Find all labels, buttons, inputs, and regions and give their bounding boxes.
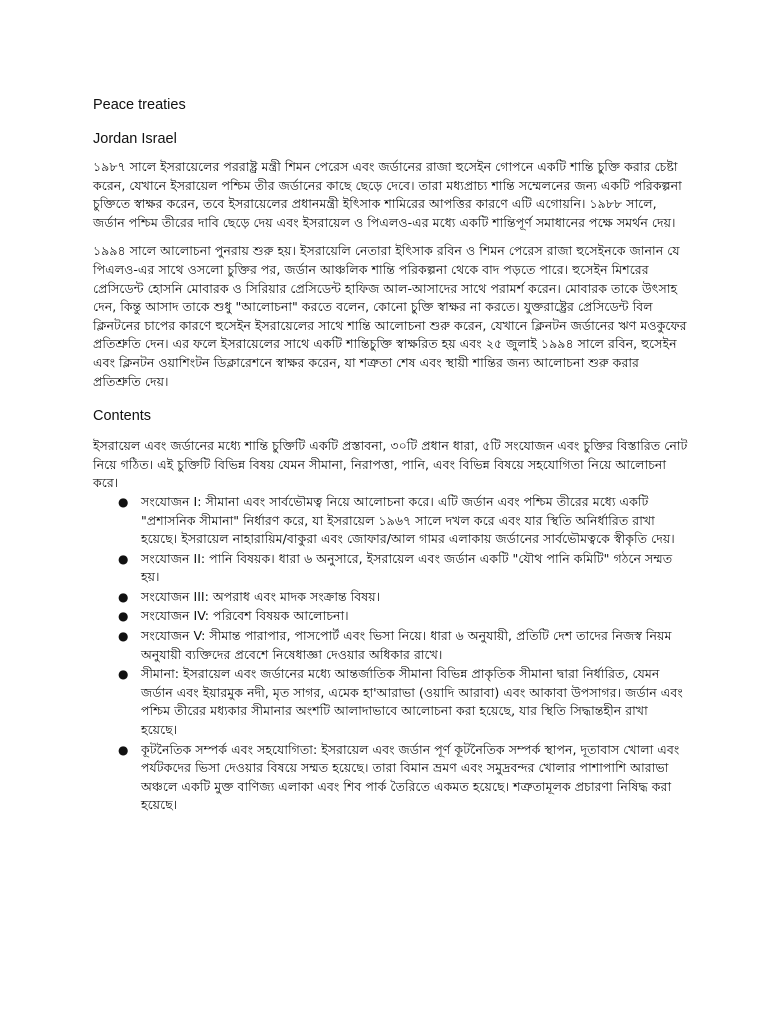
section-heading-contents: Contents: [93, 408, 152, 425]
list-item-annex-1: [93, 493, 688, 549]
bullet-icon: ●: [118, 589, 129, 604]
list-item-annex-3: [93, 588, 688, 607]
paragraph-1987-negotiations: ১৯৮৭ সালে ইসরায়েলের পররাষ্ট্র মন্ত্রী শিমন পেরেস এবং জর্ডানের রাজা হুসেইন গোপনে একটি শান্তি চুক্তি করার চেষ্টা করেন, যেখানে ইসরায়েল পশ্চিম তীর জর্ডানের কাছে ছেড়ে দেবে। তারা মধ্যপ্রাচ্য শান্তি সম্মেলনের জন্য একটি পরিকল্পনা চুক্তিতে স্বাক্ষর করেন, তবে ইসরায়েলের প্রধানমন্ত্রী ইৎিসাক শামিরের আপত্তির কারণে এটি এগোয়নি। ১৯৮৮ সালে, জর্ডান পশ্চিম তীরের দাবি ছেড়ে দেয় এবং ইসরায়েল ও পিএলও-এর মধ্যে একটি শান্তিপূর্ণ সমাধানের পক্ষে সমর্থন দেয়।: [93, 159, 682, 230]
section-heading-jordan-israel: Jordan Israel: [93, 131, 177, 147]
bullet-icon: ●: [118, 742, 129, 757]
diplomatic-relations-text: কূটনৈতিক সম্পর্ক এবং সহযোগিতা: ইসরায়েল এবং জর্ডান পূর্ণ কূটনৈতিক সম্পর্ক স্থাপন, দূতাবাস খোলা এবং পর্যটকদের ভিসা দেওয়ার বিষয়ে সম্মত হয়েছে। তারা বিমান ভ্রমণ এবং সমুদ্রবন্দর খোলার পাশাপাশি আরাভা অঞ্চলে একটি মুক্ত বাণিজ্য এলাকা এবং শিব পার্ক তৈরিতে একমত হয়েছে। শত্রুতামূলক প্রচারণা নিষিদ্ধ করা হয়েছে।: [141, 741, 680, 813]
annex-5-text: সংযোজন V: সীমান্ত পারাপার, পাসপোর্ট এবং ভিসা নিয়ে। ধারা ৬ অনুযায়ী, প্রতিটি দেশ তাদের নিজস্ব নিয়ম অনুযায়ী ব্যক্তিদের প্রবেশে নিষেধাজ্ঞা দেওয়ার অধিকার রাখে।: [141, 628, 672, 662]
bullet-icon: ●: [118, 667, 129, 682]
list-item-borders: [93, 665, 688, 739]
document-page: [93, 96, 688, 816]
list-item-annex-5: [93, 627, 688, 664]
page-title: Peace treaties: [93, 97, 186, 113]
list-item-diplomatic-relations: [93, 741, 688, 815]
annex-3-text: সংযোজন III: অপরাধ এবং মাদক সংক্রান্ত বিষয়।: [141, 588, 381, 604]
topic-list: [93, 665, 688, 815]
bullet-icon: ●: [118, 494, 129, 509]
list-item-annex-4: [93, 607, 688, 626]
bullet-icon: ●: [118, 629, 129, 644]
bullet-icon: ●: [118, 551, 129, 566]
paragraph-1994-negotiations: ১৯৯৪ সালে আলোচনা পুনরায় শুরু হয়। ইসরায়েলি নেতারা ইৎিসাক রবিন ও শিমন পেরেস রাজা হুসেইনকে জানান যে পিএলও-এর সাথে ওসলো চুক্তির পর, জর্ডান আঞ্চলিক শান্তি পরিকল্পনা থেকে বাদ পড়তে পারে। হুসেইন মিশরের প্রেসিডেন্ট হোসনি মোবারক ও সিরিয়ার প্রেসিডেন্ট হাফিজ আল-আসাদের সাথে পরামর্শ করেন। মোবারক তাকে উৎসাহ দেন, কিন্তু আসাদ তাকে শুধু "আলোচনা" করতে বলেন, কোনো চুক্তি স্বাক্ষর না করতে। যুক্তরাষ্ট্রের প্রেসিডেন্ট বিল ক্লিনটনের চাপের কারণে হুসেইন ইসরায়েলের সাথে শান্তি আলোচনা শুরু করেন, যেখানে ক্লিনটন জর্ডানের ঋণ মওকুফের প্রতিশ্রুতি দেন। এর ফলে ইসরায়েলের সাথে একটি শান্তিচুক্তি স্বাক্ষরিত হয় এবং ২৫ জুলাই ১৯৯৪ সালে রবিন, হুসেইন এবং ক্লিনটন ওয়াশিংটন ডিক্লারেশনে স্বাক্ষর করেন, যা শত্রুতা শেষ এবং স্থায়ী শান্তির জন্য আলোচনা শুরু করার প্রতিশ্রুতি দেয়।: [93, 243, 687, 389]
annex-2-text: সংযোজন II: পানি বিষয়ক। ধারা ৬ অনুসারে, ইসরায়েল এবং জর্ডান একটি "যৌথ পানি কমিটি" গঠনে সম্মত হয়।: [141, 550, 673, 585]
bullet-icon: ●: [118, 609, 129, 624]
list-item-annex-2: [93, 550, 688, 587]
annex-4-text: সংযোজন IV: পরিবেশ বিষয়ক আলোচনা।: [141, 608, 349, 624]
annex-list: [93, 493, 688, 664]
borders-text: সীমানা: ইসরায়েল এবং জর্ডানের মধ্যে আন্তর্জাতিক সীমানা বিভিন্ন প্রাকৃতিক সীমানা দ্বারা নির্ধারিত, যেমন জর্ডান এবং ইয়ারমুক নদী, মৃত সাগর, এমেক হা'আরাভা (ওয়াদি আরাবা) এবং আকাবা উপসাগর। জর্ডান এবং পশ্চিম তীরের মধ্যকার সীমানার অংশটি আলাদাভাবে আলোচনা করা হয়েছে, যার স্থিতি সিদ্ধান্তহীন রাখা হয়েছে।: [141, 666, 683, 738]
paragraph-contents-summary: ইসরায়েল এবং জর্ডানের মধ্যে শান্তি চুক্তিটি একটি প্রস্তাবনা, ৩০টি প্রধান ধারা, ৫টি সংযোজন এবং চুক্তির বিস্তারিত নোট নিয়ে গঠিত। এই চুক্তিটি বিভিন্ন বিষয় যেমন সীমানা, নিরাপত্তা, পানি, এবং বিভিন্ন বিষয়ে সহযোগিতা নিয়ে আলোচনা করে।: [93, 438, 688, 491]
annex-1-text: সংযোজন I: সীমানা এবং সার্বভৌমত্ব নিয়ে আলোচনা করে। এটি জর্ডান এবং পশ্চিম তীরের মধ্যে একটি "প্রশাসনিক সীমানা" নির্ধারণ করে, যা ইসরায়েল ১৯৬৭ সালে দখল করে এবং যার স্থিতি অনির্ধারিত রাখা হয়েছে। ইসরায়েল নাহারায়িম/বাকুরা এবং জোফার/আল গামর এলাকায় জর্ডানের সার্বভৌমত্বকে স্বীকৃতি দেয়।: [141, 493, 675, 547]
